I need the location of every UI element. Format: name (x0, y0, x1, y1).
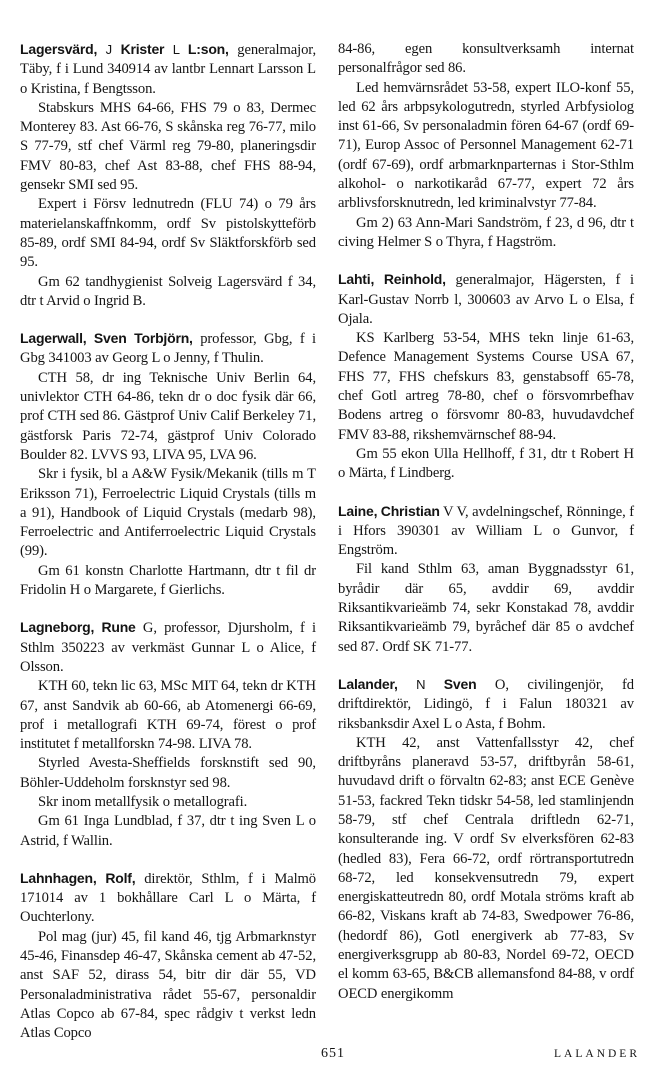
entry-text: direktör, Sthlm, f i Malmö 171014 av 1 bokhållare Carl L o Märta, f Ouchterlony. (20, 870, 316, 926)
entry-lagneborg (20, 618, 316, 851)
entry-given-name: Krister (120, 41, 165, 57)
entry-head (20, 618, 316, 677)
page-number: 651 (321, 1046, 345, 1061)
entry-paragraph: Styrled Avesta-Sheffields forsknstift sed 90, Böhler-Uddeholm forsknstyr sed 98. (20, 755, 316, 791)
entry-lagerwall (20, 329, 316, 600)
entry-paragraph: Skr i fysik, bl a A&W Fysik/Mekanik (tills m T Eriksson 71), Ferroelectric Liquid Crystals (tills m a 91), Handbook of Liquid Crystals (medarb 98), Ferroelectric and Antiferroelectric Liquid Crystals (99). (20, 466, 316, 560)
entry-surname: Lagneborg, (20, 619, 95, 636)
entry-paragraph: Stabskurs MHS 64-66, FHS 79 o 83, Dermec Monterey 83. Ast 66-76, S skånska reg 76-77, milo S 77-79, stf chef Värml reg 79-80, planeringsdir FMV 80-83, chef Ast 83-88, chef FHS 88-94, gensekr SMI sed 95. (20, 99, 316, 194)
entry-lalander (338, 675, 634, 1004)
entry-text: civilingenjör, fd driftdirektör, Lidingö, f i Falun 180321 av riksbanksdir Axel L o Asta, f Bohm. (338, 676, 635, 732)
entry-given-name: Sven (443, 675, 477, 692)
running-head: LALANDER (554, 1048, 640, 1060)
entry-paragraph: Gm 2) 63 Ann-Mari Sandström, f 23, d 96, dtr t civing Helmer S o Thyra, f Hagström. (338, 214, 634, 250)
entry-head (338, 270, 634, 329)
entry-given-name: Rolf, (105, 869, 136, 886)
entry-text: generalmajor, Täby, f i Lund 340914 av lantbr Lennart Larsson L o Kristina, f Bengtsson. (20, 42, 316, 97)
right-column (338, 40, 634, 1022)
entry-text: avdelningschef, Rönninge, f i Hfors 390301 av William L o Gunvor, f Engström. (338, 503, 635, 559)
entry-text: generalmajor, Hägersten, f i Karl-Gustav Norrb l, 300603 av Arvo L o Elsa, f Ojala. (338, 272, 635, 327)
entry-initial: J (97, 42, 121, 57)
entry-text: professor, Djursholm, f i Sthlm 350223 av verkmäst Gunnar L o Alice, f Olsson. (20, 620, 316, 675)
entry-given-name: Reinhold, (383, 271, 446, 288)
entry-paragraph: Gm 61 Inga Lundblad, f 37, dtr t ing Sven L o Astrid, f Wallin. (20, 813, 316, 849)
entry-paragraph: Expert i Försv lednutredn (FLU 74) o 79 års materielanskaffnkomm, ordf Sv pistolskytteförb 85-89, ordf SMI 84-94, ordf Sv Släktforskförb sed 95. (20, 196, 316, 271)
entry-given-name: L:son, (187, 41, 229, 57)
entry-initial: V V, (439, 503, 473, 520)
entry-head (338, 675, 634, 734)
entry-initial (374, 272, 384, 287)
entry-surname: Lalander, (338, 675, 398, 692)
entry-initial (86, 331, 93, 346)
entry-lahnhagen (20, 869, 316, 1044)
entry-lagersvard (20, 40, 316, 311)
entry-lahti (338, 270, 634, 483)
entry-surname: Laine, (338, 502, 378, 519)
entry-initial: N (397, 676, 444, 692)
entry-paragraph: Led hemvärnsrådet 53-58, expert ILO-konf 55, led 62 års arbpsykologutredn, styrled Arbfysiolog inst 61-66, Sv personaladmin fören 64-67 (ordf 69-71), Europ Assoc of Personnel Management 62-71 (ordf 67-69), ordf arbmarknparternas i Stor-Sthlm alkohol- o narkotikaråd 67-77, expert 72 års arblivsforsknutredn, led kriminalvstyr 77-84. (338, 79, 634, 212)
entry-paragraph: Skr inom metallfysik o metallografi. (38, 793, 248, 810)
entry-surname: Lahti, (338, 271, 375, 288)
entry-paragraph: KTH 60, tekn lic 63, MSc MIT 64, tekn dr KTH 67, anst Sandvik ab 60-66, ab Atomenergi 66-69, prof i metallografi KTH 69-74, förest o prof institutet f metallforskn 74-98. LIVA 78. (20, 678, 316, 753)
entry-initial: O, (476, 676, 528, 693)
entry-surname: Lagerwall, (20, 330, 87, 347)
entry-given-name: Rune (101, 619, 136, 636)
entry-surname: Lahnhagen, (20, 869, 97, 886)
entry-initial: L (164, 42, 188, 57)
entry-head (20, 40, 316, 99)
entry-initial: G, (135, 620, 165, 637)
entry-head (20, 869, 316, 928)
entry-lahnhagen-continued (338, 40, 634, 252)
entry-head (338, 502, 634, 561)
entry-paragraph: KTH 42, anst Vattenfallsstyr 42, chef driftbyråns planeravd 53-57, driftbyrån 58-61, huvudavd drift o förvaltn 62-83; anst ECE Genève 51-53, fackred Tekn tidskr 54-58, led stamlinjendn 58-79, stf chef Centrala driftledn 62-71, konsulterande ing. V ordf Sv elverksfören 62-83 (hedled 83), Fera 66-72, ordf rörtransportutredn 68-72, led konsekvensutredn 79, expert energiskatteutredn 80, ordf Motala ströms kraft ab 66-82, Viskans kraft ab 74-83, Swedpower 76-86, (hedordf 86), Gotl energiverk ab 77-83, Sv energiverksgrupp ab 80-83, Nordel 69-72, OECD el komm 63-65, B&CB allemansfond 84-88, v ordf OECD energikomm (338, 734, 634, 1002)
entry-text: 84-86, egen konsultverksamh internat personalfrågor sed 86. (338, 41, 634, 77)
entry-paragraph: Fil kand Sthlm 63, aman Byggnadsstyr 61, byrådir där 65, avddir 69, avddir Riksantikvarieämb 74, sekr Konstakad 78, avddir Riksantikvarieämb 79, byråchef där 85 o avdchef sed 87. Ordf SK 71-77. (338, 561, 634, 655)
entry-paragraph: CTH 58, dr ing Teknische Univ Berlin 64, univlektor CTH 64-86, tekn dr o doc fysik där 66, prof CTH sed 86. Gästprof Univ Calif Berkeley 71, gästforsk Paris 72-74, gästprof Univ Colorado Boulder 82. LVVS 93, LIVA 95, LVA 96. (20, 369, 316, 463)
entry-given-name: Christian (380, 502, 440, 519)
entry-initial (97, 871, 106, 886)
left-column (20, 40, 316, 1062)
entry-head (20, 329, 316, 369)
entry-paragraph: KS Karlberg 53-54, MHS tekn linje 61-63, Defence Management Systems Course USA 67, FHS 77, FHS chefskurs 83, genstabsoff 65-78, chef Gotl artreg 78-80, chef o försvomrbefhav Bodens artreg o försvomr 80-83, huvudavdchef FMV 83-88, rikshemvärnschef 88-94. (338, 330, 634, 443)
entry-text: professor, Gbg, f i Gbg 341003 av Georg L o Jenny, f Thulin. (20, 331, 316, 367)
entry-paragraph: Gm 61 konstn Charlotte Hartmann, dtr t fil dr Fridolin H o Margarete, f Gierlichs. (20, 562, 316, 599)
entry-surname: Lagersvärd, (20, 41, 98, 57)
entry-given-name: Sven Torbjörn, (93, 330, 193, 347)
entry-paragraph: Gm 55 ekon Ulla Hellhoff, f 31, dtr t Robert H o Märta, f Lindberg. (338, 445, 634, 482)
entry-laine (338, 502, 634, 657)
entry-paragraph: Pol mag (jur) 45, fil kand 46, tjg Arbmarknstyr 45-46, Finansdep 46-47, Skånska cement ab 47-52, anst SAF 52, dirass 54, bitr dir där 55, VD Personaladministrativa rådet 55-67, personaldir Atlas Copco ab 67-84, spec rådgiv t verkst ledn Atlas Copco (20, 928, 316, 1042)
entry-paragraph: Gm 62 tandhygienist Solveig Lagersvärd f 34, dtr t Arvid o Ingrid B. (20, 273, 316, 309)
